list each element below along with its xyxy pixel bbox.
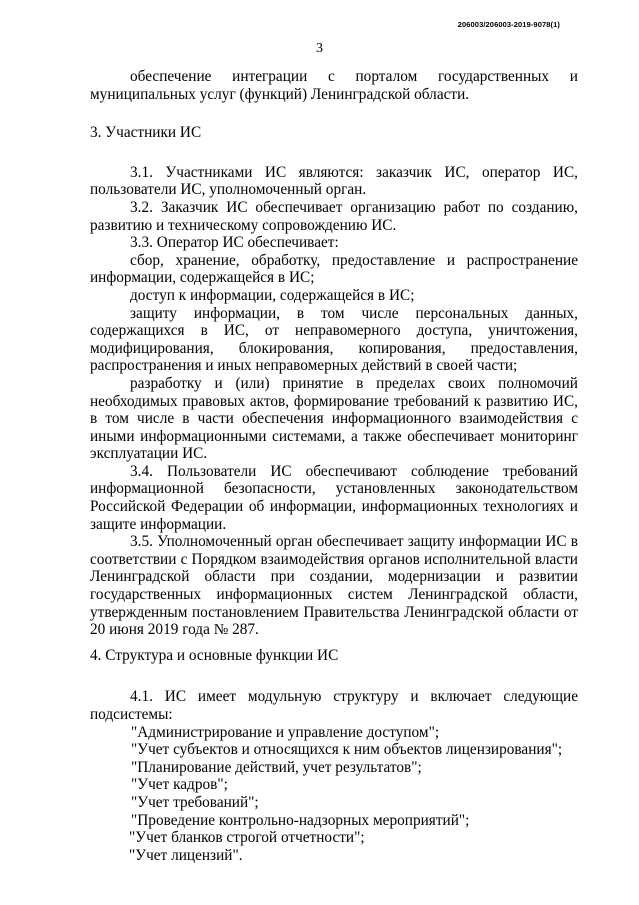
intro-paragraph: обеспечение интеграции с порталом государственных и муниципальных услуг (функций) Ленинградской области. <box>90 68 578 103</box>
paragraph-3-3-item-4: разработку и (или) принятие в пределах своих полномочий необходимых правовых актов, формирование требований к развитию ИС, в том числе в части обеспечения информационного взаимодействия с иными информационными системами, а также обеспечивает мониторинг эксплуатации ИС. <box>90 374 578 463</box>
section-3-heading: 3. Участники ИС <box>90 124 202 142</box>
subsystem-item: "Планирование действий, учет результатов"; <box>131 758 422 776</box>
paragraph-3-3: 3.3. Оператор ИС обеспечивает: <box>130 234 339 252</box>
subsystem-item: "Учет требований"; <box>131 793 259 811</box>
paragraph-3-4: 3.4. Пользователи ИС обеспечивают соблюдение требований информационной безопасности, установленных законодательством Российской Федерации об информации, информационных технологиях и защите информации. <box>90 462 578 533</box>
subsystem-item: "Проведение контрольно-надзорных мероприятий"; <box>131 811 470 829</box>
subsystem-list <box>90 724 578 865</box>
paragraph-3-5: 3.5. Уполномоченный орган обеспечивает защиту информации ИС в соответствии с Порядком взаимодействия органов исполнительной власти Ленинградской области при создании, модернизации и развитии государственных информационных систем Ленинградской области, утвержденным постановлением Правительства Ленинградской области от 20 июня 2019 года № 287. <box>90 533 578 639</box>
subsystem-item: "Учет субъектов и относящихся к ним объектов лицензирования"; <box>131 741 563 759</box>
document-id: 206003/206003-2019-9078(1) <box>457 20 560 29</box>
paragraph-3-3-item-3: защиту информации, в том числе персональных данных, содержащихся в ИС, от неправомерного доступа, уничтожения, модифицирования, блокирования, копирования, предоставления, распространения и иных неправомерных действий в своей части; <box>90 304 578 375</box>
subsystem-item: "Учет бланков строгой отчетности"; <box>129 829 365 847</box>
document-body <box>90 68 578 864</box>
section-4-heading: 4. Структура и основные функции ИС <box>90 646 339 664</box>
page-number: 3 <box>316 41 323 56</box>
subsystem-item: "Учет кадров"; <box>131 776 228 794</box>
paragraph-3-3-item-1: сбор, хранение, обработку, предоставление и распространение информации, содержащейся в ИС; <box>90 251 578 287</box>
subsystem-item: "Администрирование и управление доступом"; <box>131 723 440 741</box>
paragraph-3-1: 3.1. Участниками ИС являются: заказчик ИС, оператор ИС, пользователи ИС, уполномоченный орган. <box>90 163 578 199</box>
paragraph-3-2: 3.2. Заказчик ИС обеспечивает организацию работ по созданию, развитию и техническому сопровождению ИС. <box>90 198 578 234</box>
subsystem-item: "Учет лицензий". <box>129 846 243 864</box>
paragraph-3-3-item-2: доступ к информации, содержащейся в ИС; <box>130 286 415 304</box>
paragraph-4-1: 4.1. ИС имеет модульную структуру и включает следующие подсистемы: <box>90 688 578 723</box>
